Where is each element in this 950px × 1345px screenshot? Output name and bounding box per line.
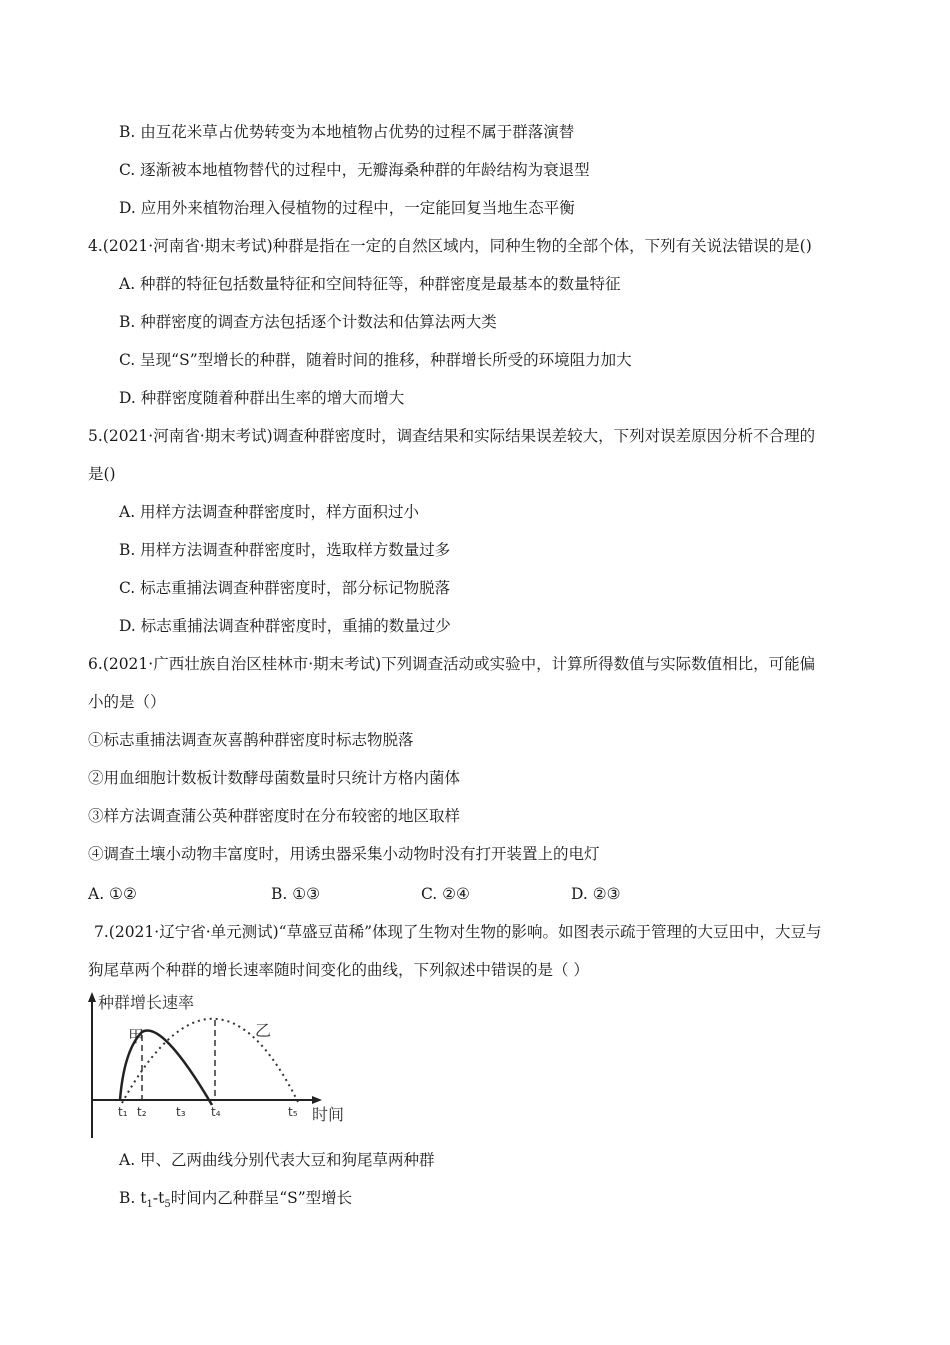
y-axis-label: 种群增长速率 [98,993,195,1012]
q3-option-c: C. 逐渐被本地植物替代的过程中，无瓣海桑种群的年龄结构为衰退型 [119,161,590,179]
q6-choice-d: D. ②③ [571,885,621,903]
q4-option-a: A. 种群的特征包括数量特征和空间特征等，种群密度是最基本的数量特征 [119,275,621,293]
q6-choice-b: B. ①③ [271,885,321,903]
q4-option-d: D. 种群密度随着种群出生率的增大而增大 [119,389,405,407]
q6-item-1: ①标志重捕法调查灰喜鹊种群密度时标志物脱落 [88,731,414,749]
q5-stem-line1: 5.(2021·河南省·期末考试)调查种群密度时，调查结果和实际结果误差较大，下列对误差原因分析不合理的 [88,427,816,445]
q6-item-3: ③样方法调查蒲公英种群密度时在分布较密的地区取样 [88,807,461,825]
q4-option-b: B. 种群密度的调查方法包括逐个计数法和估算法两大类 [119,313,497,331]
curve-a-label: 甲 [128,1027,145,1046]
q3-option-d: D. 应用外来植物治理入侵植物的过程中，一定能回复当地生态平衡 [119,199,575,217]
q5-option-a: A. 用样方法调查种群密度时，样方面积过小 [119,503,420,521]
tick-t1: t₁ [118,1105,128,1119]
q6-item-4: ④调查土壤小动物丰富度时，用诱虫器采集小动物时没有打开装置上的电灯 [88,845,600,863]
q6-stem-line2: 小的是（） [88,693,166,711]
q7-stem-line2: 狗尾草两个种群的增长速率随时间变化的曲线，下列叙述中错误的是（ ） [88,961,589,979]
q4-stem: 4.(2021·河南省·期末考试)种群是指在一定的自然区域内，同种生物的全部个体，下列有关说法错误的是() [88,237,812,255]
growth-rate-graph [80,990,350,1140]
x-axis-arrow [312,1096,322,1104]
x-axis-label: 时间 [312,1105,345,1124]
q7-option-a: A. 甲、乙两曲线分别代表大豆和狗尾草两种群 [119,1151,435,1169]
y-axis-arrow [88,992,96,1002]
q6-choice-c: C. ②④ [421,885,470,903]
q7-option-b: B. $t_1-t_5$时间内乙种群呈“S”型增长 [119,1189,353,1211]
curve-b-label: 乙 [255,1021,272,1040]
q4-option-c: C. 呈现“S”型增长的种群，随着时间的推移，种群增长所受的环境阻力加大 [119,351,632,369]
q6-item-2: ②用血细胞计数板计数酵母菌数量时只统计方格内菌体 [88,769,461,787]
q6-choice-a: A. ①② [88,885,137,903]
q5-option-d: D. 标志重捕法调查种群密度时，重捕的数量过少 [119,617,451,635]
tick-t2: t₂ [137,1105,147,1119]
q7-stem-line1: 7.(2021·辽宁省·单元测试)“草盛豆苗稀”体现了生物对生物的影响。如图表示疏于管理的大豆田中，大豆与 [94,923,822,941]
q5-stem-line2: 是() [88,465,116,483]
tick-t5: t₅ [288,1105,298,1119]
q5-option-b: B. 用样方法调查种群密度时，选取样方数量过多 [119,541,451,559]
q5-option-c: C. 标志重捕法调查种群密度时，部分标记物脱落 [119,579,451,597]
tick-t3: t₃ [176,1105,186,1119]
curve-a [120,1031,212,1105]
q6-stem-line1: 6.(2021·广西壮族自治区桂林市·期末考试)下列调查活动或实验中，计算所得数值与实际数值相比，可能偏 [88,655,816,673]
tick-t4: t₄ [211,1105,221,1119]
q3-option-b: B. 由互花米草占优势转变为本地植物占优势的过程不属于群落演替 [119,123,575,141]
